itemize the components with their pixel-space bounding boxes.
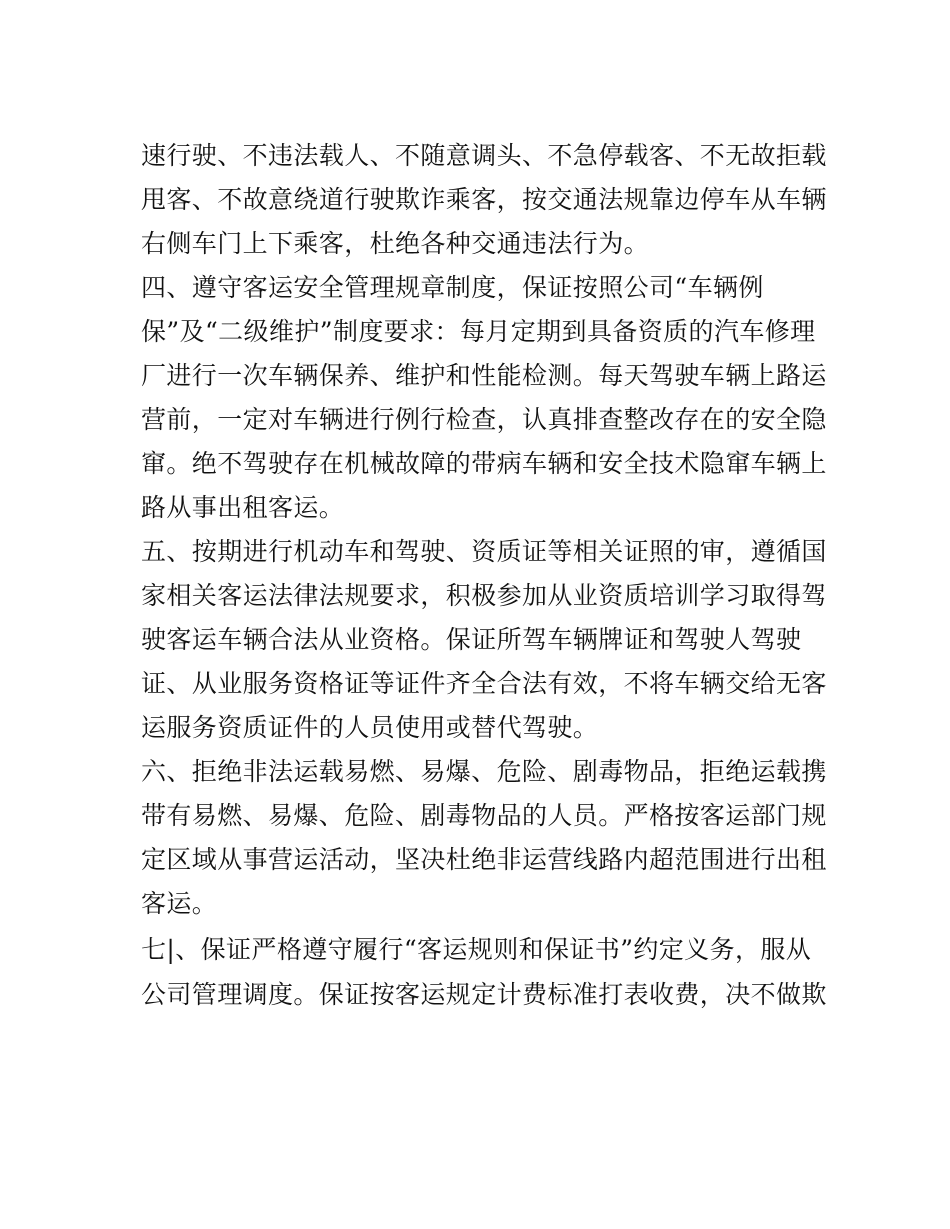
text-line: 五、按期进行机动车和驾驶、资质证等相关证照的审，遵循国 bbox=[141, 537, 827, 566]
text-line: 客运。 bbox=[141, 889, 218, 918]
text-line: 七|、保证严格遵守履行“客运规则和保证书”约定义务，服从 bbox=[141, 935, 812, 964]
text-line: 家相关客运法律法规要求，积极参加从业资质培训学习取得驾 bbox=[141, 581, 827, 610]
text-line: 营前，一定对车辆进行例行检查，认真排查整改存在的安全隐 bbox=[141, 405, 827, 434]
text-line: 驶客运车辆合法从业资格。保证所驾车辆牌证和驾驶人驾驶 bbox=[141, 625, 802, 654]
text-line: 证、从业服务资格证等证件齐全合法有效，不将车辆交给无客 bbox=[141, 669, 827, 698]
text-line: 六、拒绝非法运载易燃、易爆、危险、剧毒物品，拒绝运载携 bbox=[141, 757, 827, 786]
text-line: 速行驶、不违法载人、不随意调头、不急停载客、不无故拒载 bbox=[141, 141, 827, 170]
text-line: 保”及“二级维护”制度要求：每月定期到具备资质的汽车修理 bbox=[141, 317, 816, 346]
text-line: 定区域从事营运活动，坚决杜绝非运营线路内超范围进行出租 bbox=[141, 845, 827, 874]
text-line: 厂进行一次车辆保养、维护和性能检测。每天驾驶车辆上路运 bbox=[141, 361, 827, 390]
text-line: 路从事出租客运。 bbox=[141, 493, 345, 522]
text-line: 公司管理调度。保证按客运规定计费标准打表收费，决不做欺 bbox=[141, 980, 827, 1009]
text-line: 窜。绝不驾驶存在机械故障的带病车辆和安全技术隐窜车辆上 bbox=[141, 449, 827, 478]
text-line: 四、遵守客运安全管理规章制度，保证按照公司“车辆例 bbox=[141, 273, 764, 302]
text-line: 甩客、不故意绕道行驶欺诈乘客，按交通法规靠边停车从车辆 bbox=[141, 185, 827, 214]
text-line: 带有易燃、易爆、危险、剧毒物品的人员。严格按客运部门规 bbox=[141, 801, 827, 830]
text-line: 运服务资质证件的人员使用或替代驾驶。 bbox=[141, 713, 599, 742]
text-line: 右侧车门上下乘客，杜绝各种交通违法行为。 bbox=[141, 229, 650, 258]
